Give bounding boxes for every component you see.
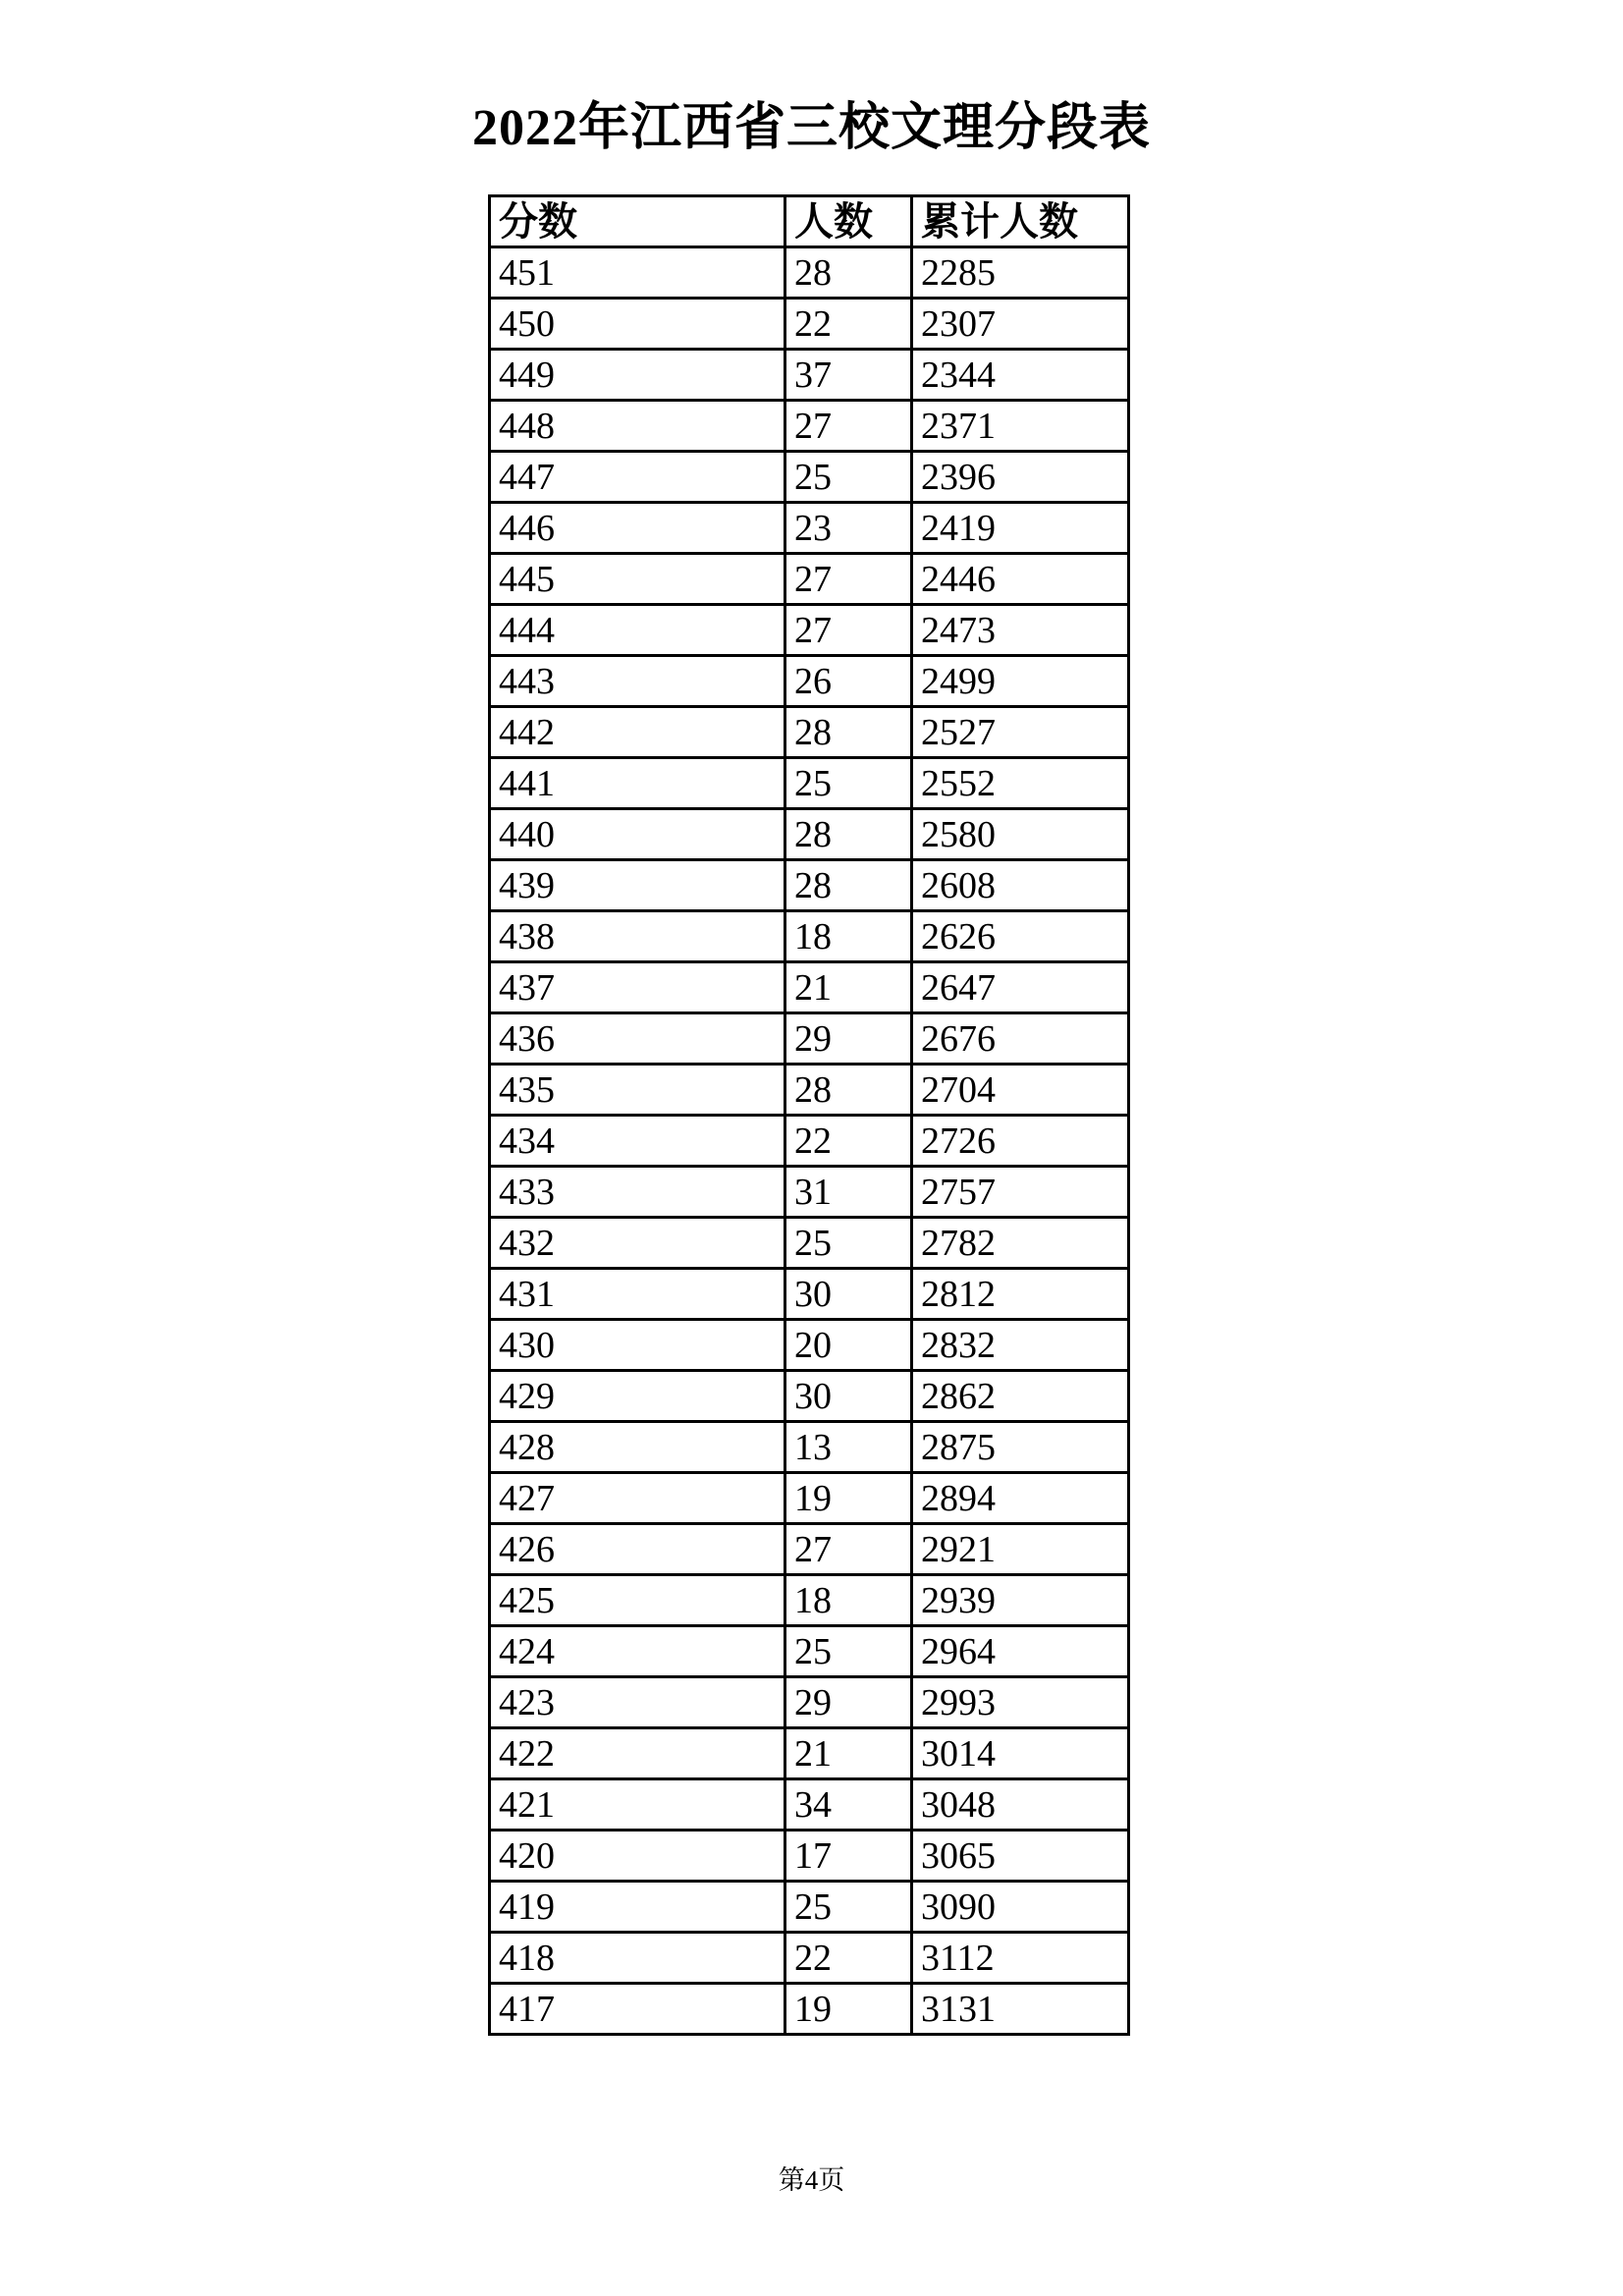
count-cell: 34 xyxy=(785,1779,912,1831)
score-cell: 439 xyxy=(490,860,785,911)
cumulative-count-cell: 2473 xyxy=(912,605,1129,656)
count-cell: 19 xyxy=(785,1473,912,1524)
cumulative-count-cell: 2939 xyxy=(912,1575,1129,1626)
header-cumulative-count: 累计人数 xyxy=(912,196,1129,247)
count-cell: 26 xyxy=(785,656,912,707)
score-cell: 427 xyxy=(490,1473,785,1524)
score-cell: 428 xyxy=(490,1422,785,1473)
count-cell: 27 xyxy=(785,1524,912,1575)
count-cell: 25 xyxy=(785,1218,912,1269)
table-row xyxy=(490,605,1129,656)
cumulative-count-cell: 2921 xyxy=(912,1524,1129,1575)
table-row xyxy=(490,1933,1129,1984)
cumulative-count-cell: 2782 xyxy=(912,1218,1129,1269)
table-row xyxy=(490,1575,1129,1626)
cumulative-count-cell: 2285 xyxy=(912,247,1129,299)
score-cell: 446 xyxy=(490,503,785,554)
score-cell: 424 xyxy=(490,1626,785,1677)
score-cell: 418 xyxy=(490,1933,785,1984)
table-row xyxy=(490,1167,1129,1218)
count-cell: 22 xyxy=(785,1933,912,1984)
cumulative-count-cell: 2371 xyxy=(912,401,1129,452)
count-cell: 27 xyxy=(785,401,912,452)
cumulative-count-cell: 3014 xyxy=(912,1728,1129,1779)
table-row xyxy=(490,1013,1129,1065)
cumulative-count-cell: 2307 xyxy=(912,299,1129,350)
cumulative-count-cell: 2875 xyxy=(912,1422,1129,1473)
cumulative-count-cell: 2812 xyxy=(912,1269,1129,1320)
cumulative-count-cell: 2704 xyxy=(912,1065,1129,1116)
table-row xyxy=(490,860,1129,911)
score-cell: 448 xyxy=(490,401,785,452)
table-row xyxy=(490,656,1129,707)
score-cell: 423 xyxy=(490,1677,785,1728)
table-row xyxy=(490,1626,1129,1677)
score-cell: 417 xyxy=(490,1984,785,2035)
table-row xyxy=(490,1218,1129,1269)
score-cell: 422 xyxy=(490,1728,785,1779)
count-cell: 27 xyxy=(785,554,912,605)
cumulative-count-cell: 2964 xyxy=(912,1626,1129,1677)
count-cell: 28 xyxy=(785,860,912,911)
table-row xyxy=(490,1779,1129,1831)
count-cell: 22 xyxy=(785,1116,912,1167)
table-row xyxy=(490,1371,1129,1422)
score-cell: 435 xyxy=(490,1065,785,1116)
count-cell: 30 xyxy=(785,1371,912,1422)
header-count: 人数 xyxy=(785,196,912,247)
score-cell: 450 xyxy=(490,299,785,350)
table-row xyxy=(490,503,1129,554)
table-row xyxy=(490,1116,1129,1167)
table-header-row xyxy=(490,196,1129,247)
score-distribution-table xyxy=(488,194,1130,2036)
cumulative-count-cell: 2993 xyxy=(912,1677,1129,1728)
count-cell: 18 xyxy=(785,911,912,962)
table-row xyxy=(490,1677,1129,1728)
table-row xyxy=(490,1984,1129,2035)
score-cell: 441 xyxy=(490,758,785,809)
count-cell: 13 xyxy=(785,1422,912,1473)
score-cell: 451 xyxy=(490,247,785,299)
header-score: 分数 xyxy=(490,196,785,247)
cumulative-count-cell: 3048 xyxy=(912,1779,1129,1831)
count-cell: 28 xyxy=(785,809,912,860)
cumulative-count-cell: 2344 xyxy=(912,350,1129,401)
cumulative-count-cell: 2894 xyxy=(912,1473,1129,1524)
count-cell: 23 xyxy=(785,503,912,554)
count-cell: 29 xyxy=(785,1677,912,1728)
count-cell: 25 xyxy=(785,452,912,503)
cumulative-count-cell: 2608 xyxy=(912,860,1129,911)
table-row xyxy=(490,1728,1129,1779)
score-cell: 449 xyxy=(490,350,785,401)
count-cell: 37 xyxy=(785,350,912,401)
table-row xyxy=(490,1473,1129,1524)
count-cell: 28 xyxy=(785,707,912,758)
count-cell: 25 xyxy=(785,1882,912,1933)
page-title: 2022年江西省三校文理分段表 xyxy=(471,100,1151,156)
score-table-body xyxy=(490,247,1129,2035)
score-cell: 440 xyxy=(490,809,785,860)
cumulative-count-cell: 2446 xyxy=(912,554,1129,605)
table-row xyxy=(490,1065,1129,1116)
count-cell: 28 xyxy=(785,247,912,299)
cumulative-count-cell: 2832 xyxy=(912,1320,1129,1371)
score-cell: 431 xyxy=(490,1269,785,1320)
count-cell: 25 xyxy=(785,1626,912,1677)
table-row xyxy=(490,1422,1129,1473)
score-cell: 437 xyxy=(490,962,785,1013)
table-row xyxy=(490,554,1129,605)
cumulative-count-cell: 2419 xyxy=(912,503,1129,554)
score-cell: 429 xyxy=(490,1371,785,1422)
score-cell: 425 xyxy=(490,1575,785,1626)
cumulative-count-cell: 2676 xyxy=(912,1013,1129,1065)
count-cell: 27 xyxy=(785,605,912,656)
score-cell: 426 xyxy=(490,1524,785,1575)
table-row xyxy=(490,401,1129,452)
table-row xyxy=(490,809,1129,860)
table-row xyxy=(490,1882,1129,1933)
table-row xyxy=(490,299,1129,350)
cumulative-count-cell: 3131 xyxy=(912,1984,1129,2035)
table-row xyxy=(490,247,1129,299)
score-cell: 430 xyxy=(490,1320,785,1371)
count-cell: 20 xyxy=(785,1320,912,1371)
cumulative-count-cell: 2862 xyxy=(912,1371,1129,1422)
table-row xyxy=(490,452,1129,503)
table-row xyxy=(490,758,1129,809)
cumulative-count-cell: 2647 xyxy=(912,962,1129,1013)
cumulative-count-cell: 2552 xyxy=(912,758,1129,809)
table-row xyxy=(490,707,1129,758)
score-cell: 447 xyxy=(490,452,785,503)
count-cell: 30 xyxy=(785,1269,912,1320)
table-row xyxy=(490,350,1129,401)
cumulative-count-cell: 2499 xyxy=(912,656,1129,707)
count-cell: 21 xyxy=(785,962,912,1013)
table-row xyxy=(490,1524,1129,1575)
score-cell: 419 xyxy=(490,1882,785,1933)
count-cell: 25 xyxy=(785,758,912,809)
count-cell: 18 xyxy=(785,1575,912,1626)
table-row xyxy=(490,1269,1129,1320)
cumulative-count-cell: 2396 xyxy=(912,452,1129,503)
score-cell: 443 xyxy=(490,656,785,707)
table-row xyxy=(490,962,1129,1013)
cumulative-count-cell: 3090 xyxy=(912,1882,1129,1933)
cumulative-count-cell: 2626 xyxy=(912,911,1129,962)
table-row xyxy=(490,911,1129,962)
score-cell: 438 xyxy=(490,911,785,962)
cumulative-count-cell: 2726 xyxy=(912,1116,1129,1167)
score-cell: 432 xyxy=(490,1218,785,1269)
score-cell: 444 xyxy=(490,605,785,656)
page-number: 第4页 xyxy=(778,2165,845,2195)
score-cell: 436 xyxy=(490,1013,785,1065)
count-cell: 17 xyxy=(785,1831,912,1882)
cumulative-count-cell: 2527 xyxy=(912,707,1129,758)
score-cell: 433 xyxy=(490,1167,785,1218)
score-cell: 421 xyxy=(490,1779,785,1831)
score-cell: 445 xyxy=(490,554,785,605)
count-cell: 28 xyxy=(785,1065,912,1116)
count-cell: 22 xyxy=(785,299,912,350)
cumulative-count-cell: 3065 xyxy=(912,1831,1129,1882)
cumulative-count-cell: 3112 xyxy=(912,1933,1129,1984)
score-cell: 442 xyxy=(490,707,785,758)
cumulative-count-cell: 2757 xyxy=(912,1167,1129,1218)
cumulative-count-cell: 2580 xyxy=(912,809,1129,860)
score-cell: 434 xyxy=(490,1116,785,1167)
count-cell: 29 xyxy=(785,1013,912,1065)
score-cell: 420 xyxy=(490,1831,785,1882)
count-cell: 19 xyxy=(785,1984,912,2035)
table-row xyxy=(490,1320,1129,1371)
count-cell: 21 xyxy=(785,1728,912,1779)
table-row xyxy=(490,1831,1129,1882)
count-cell: 31 xyxy=(785,1167,912,1218)
